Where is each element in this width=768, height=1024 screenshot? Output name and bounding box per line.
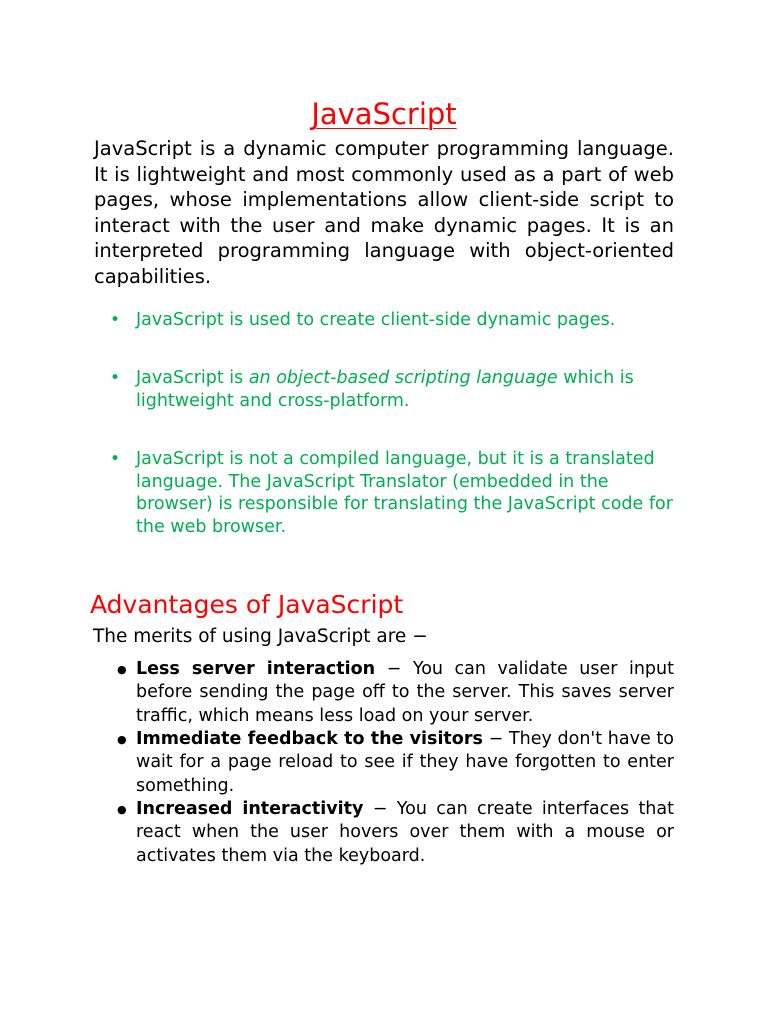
list-item — [110, 448, 676, 538]
advantages-intro: The merits of using JavaScript are − — [93, 626, 428, 647]
advantage-item — [117, 728, 674, 798]
advantage-description: − They don't have to wait for a page reload to see if they have forgotten to enter something. — [136, 729, 674, 796]
list-item — [110, 367, 676, 412]
advantage-term: Increased interactivity — [136, 799, 364, 819]
bullet-icon: • — [110, 310, 121, 330]
advantage-term: Less server interaction — [136, 659, 376, 679]
list-item-text: JavaScript is not a compiled language, but it is a translated language. The JavaScript Translator (embedded in the browser) is responsible for translating the JavaScript code for the web browser. — [136, 449, 673, 537]
list-item-text: JavaScript is used to create client-side dynamic pages. — [136, 310, 616, 330]
bullet-icon: ● — [117, 663, 127, 676]
advantage-item — [117, 658, 674, 728]
list-item-text-start: JavaScript is — [136, 368, 249, 388]
advantages-heading: Advantages of JavaScript — [90, 590, 404, 619]
advantage-item — [117, 798, 674, 868]
list-item — [110, 309, 676, 332]
bullet-icon: • — [110, 368, 121, 388]
bullet-icon: • — [110, 449, 121, 469]
intro-paragraph: JavaScript is a dynamic computer programming language. It is lightweight and most commonly used as a part of web pages, whose implementations allow client-side script to interact with the user and make dynamic pages. It is an interpreted programming language with object-oriented capabilities. — [94, 137, 674, 288]
list-item-emphasis: an object-based scripting language — [248, 368, 558, 388]
advantage-description: − You can validate user input before sending the page off to the server. This saves server traffic, which means less load on your server. — [136, 659, 674, 726]
list-item-text-end: which is lightweight and cross-platform. — [136, 368, 634, 411]
advantage-term: Immediate feedback to the visitors — [136, 729, 483, 749]
advantage-description: − You can create interfaces that react when the user hovers over them with a mouse or activates them via the keyboard. — [136, 799, 674, 866]
bullet-icon: ● — [117, 803, 127, 816]
bullet-icon: ● — [117, 733, 127, 746]
page-title: JavaScript — [311, 97, 457, 131]
